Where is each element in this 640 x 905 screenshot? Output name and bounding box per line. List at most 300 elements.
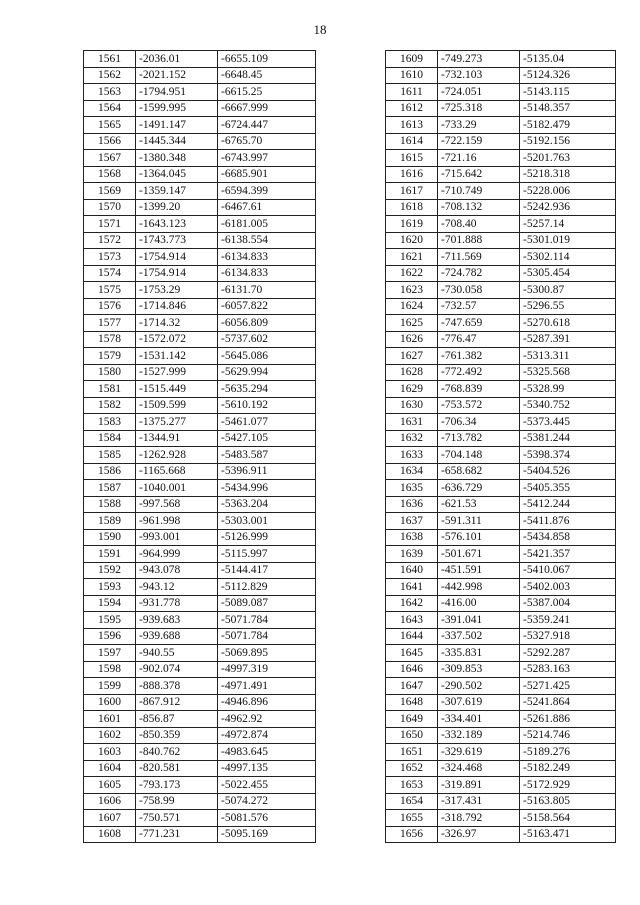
y-coordinate-cell: -5074.272 [218, 793, 316, 810]
table-row [386, 529, 616, 546]
y-coordinate-cell: -5427.105 [218, 430, 316, 447]
x-coordinate-cell: -856.87 [136, 711, 218, 728]
table-row [386, 216, 616, 233]
y-coordinate-cell: -5404.526 [520, 463, 616, 480]
y-coordinate-cell: -5241.864 [520, 694, 616, 711]
table-row [84, 760, 316, 777]
table-row [84, 331, 316, 348]
y-coordinate-cell: -6743.997 [218, 150, 316, 167]
x-coordinate-cell: -1359.147 [136, 183, 218, 200]
point-number-cell: 1575 [84, 282, 136, 299]
point-number-cell: 1651 [386, 744, 438, 761]
y-coordinate-cell: -5610.192 [218, 397, 316, 414]
point-number-cell: 1578 [84, 331, 136, 348]
x-coordinate-cell: -1754.914 [136, 265, 218, 282]
y-coordinate-cell: -5434.996 [218, 480, 316, 497]
y-coordinate-cell: -6685.901 [218, 166, 316, 183]
point-number-cell: 1579 [84, 348, 136, 365]
table-row [84, 562, 316, 579]
point-number-cell: 1563 [84, 84, 136, 101]
table-row [386, 265, 616, 282]
point-number-cell: 1618 [386, 199, 438, 216]
y-coordinate-cell: -6667.999 [218, 100, 316, 117]
point-number-cell: 1595 [84, 612, 136, 629]
x-coordinate-cell: -591.311 [438, 513, 520, 530]
x-coordinate-cell: -326.97 [438, 826, 520, 843]
point-number-cell: 1654 [386, 793, 438, 810]
x-coordinate-cell: -732.57 [438, 298, 520, 315]
y-coordinate-cell: -6765.70 [218, 133, 316, 150]
y-coordinate-cell: -5071.784 [218, 612, 316, 629]
table-row [386, 447, 616, 464]
table-row [84, 364, 316, 381]
point-number-cell: 1607 [84, 810, 136, 827]
table-row [84, 793, 316, 810]
y-coordinate-cell: -5461.077 [218, 414, 316, 431]
table-row [84, 232, 316, 249]
x-coordinate-cell: -902.074 [136, 661, 218, 678]
table-row [84, 645, 316, 662]
y-coordinate-cell: -5270.618 [520, 315, 616, 332]
table-row [386, 397, 616, 414]
y-coordinate-cell: -6648.45 [218, 67, 316, 84]
x-coordinate-cell: -931.778 [136, 595, 218, 612]
x-coordinate-cell: -1491.147 [136, 117, 218, 134]
point-number-cell: 1561 [84, 51, 136, 68]
point-number-cell: 1600 [84, 694, 136, 711]
y-coordinate-cell: -5305.454 [520, 265, 616, 282]
x-coordinate-cell: -943.12 [136, 579, 218, 596]
x-coordinate-cell: -1527.999 [136, 364, 218, 381]
point-number-cell: 1571 [84, 216, 136, 233]
y-coordinate-cell: -5182.479 [520, 117, 616, 134]
y-coordinate-cell: -5737.602 [218, 331, 316, 348]
y-coordinate-cell: -5303.001 [218, 513, 316, 530]
x-coordinate-cell: -1714.846 [136, 298, 218, 315]
point-number-cell: 1645 [386, 645, 438, 662]
point-number-cell: 1586 [84, 463, 136, 480]
table-row [84, 826, 316, 843]
point-number-cell: 1570 [84, 199, 136, 216]
x-coordinate-cell: -1364.045 [136, 166, 218, 183]
x-coordinate-cell: -1399.20 [136, 199, 218, 216]
point-number-cell: 1602 [84, 727, 136, 744]
page-number: 18 [313, 22, 327, 37]
x-coordinate-cell: -776.47 [438, 331, 520, 348]
x-coordinate-cell: -1754.914 [136, 249, 218, 266]
y-coordinate-cell: -5115.997 [218, 546, 316, 563]
x-coordinate-cell: -701.888 [438, 232, 520, 249]
x-coordinate-cell: -940.55 [136, 645, 218, 662]
y-coordinate-cell: -5363.204 [218, 496, 316, 513]
x-coordinate-cell: -706.34 [438, 414, 520, 431]
table-row [84, 199, 316, 216]
y-coordinate-cell: -5340.752 [520, 397, 616, 414]
y-coordinate-cell: -5095.169 [218, 826, 316, 843]
point-number-cell: 1588 [84, 496, 136, 513]
y-coordinate-cell: -5410.067 [520, 562, 616, 579]
x-coordinate-cell: -318.792 [438, 810, 520, 827]
y-coordinate-cell: -5257.14 [520, 216, 616, 233]
y-coordinate-cell: -5434.858 [520, 529, 616, 546]
point-number-cell: 1625 [386, 315, 438, 332]
x-coordinate-cell: -1262.928 [136, 447, 218, 464]
y-coordinate-cell: -5327.918 [520, 628, 616, 645]
table-row [84, 117, 316, 134]
y-coordinate-cell: -5214.746 [520, 727, 616, 744]
y-coordinate-cell: -6594.399 [218, 183, 316, 200]
point-number-cell: 1634 [386, 463, 438, 480]
table-row [386, 777, 616, 794]
x-coordinate-cell: -939.683 [136, 612, 218, 629]
table-row [386, 381, 616, 398]
y-coordinate-cell: -5148.357 [520, 100, 616, 117]
point-number-cell: 1650 [386, 727, 438, 744]
y-coordinate-cell: -5300.87 [520, 282, 616, 299]
y-coordinate-cell: -5398.374 [520, 447, 616, 464]
table-row [386, 678, 616, 695]
x-coordinate-cell: -335.831 [438, 645, 520, 662]
table-row [84, 744, 316, 761]
table-row [84, 315, 316, 332]
y-coordinate-cell: -5112.829 [218, 579, 316, 596]
point-number-cell: 1569 [84, 183, 136, 200]
x-coordinate-cell: -501.671 [438, 546, 520, 563]
table-row [386, 727, 616, 744]
y-coordinate-cell: -5218.318 [520, 166, 616, 183]
table-row [386, 546, 616, 563]
x-coordinate-cell: -290.502 [438, 678, 520, 695]
x-coordinate-cell: -888.378 [136, 678, 218, 695]
table-row [84, 265, 316, 282]
point-number-cell: 1611 [386, 84, 438, 101]
point-number-cell: 1640 [386, 562, 438, 579]
point-number-cell: 1574 [84, 265, 136, 282]
x-coordinate-cell: -1445.344 [136, 133, 218, 150]
y-coordinate-cell: -5189.276 [520, 744, 616, 761]
table-row [84, 694, 316, 711]
point-number-cell: 1568 [84, 166, 136, 183]
table-row [386, 480, 616, 497]
x-coordinate-cell: -1509.599 [136, 397, 218, 414]
x-coordinate-cell: -1515.449 [136, 381, 218, 398]
point-number-cell: 1565 [84, 117, 136, 134]
table-row [386, 562, 616, 579]
table-row [84, 447, 316, 464]
table-row [386, 463, 616, 480]
point-number-cell: 1603 [84, 744, 136, 761]
y-coordinate-cell: -5124.326 [520, 67, 616, 84]
table-row [386, 513, 616, 530]
y-coordinate-cell: -5421.357 [520, 546, 616, 563]
point-number-cell: 1621 [386, 249, 438, 266]
y-coordinate-cell: -6134.833 [218, 265, 316, 282]
table-row [84, 777, 316, 794]
y-coordinate-cell: -5172.929 [520, 777, 616, 794]
point-number-cell: 1626 [386, 331, 438, 348]
point-number-cell: 1633 [386, 447, 438, 464]
point-number-cell: 1612 [386, 100, 438, 117]
y-coordinate-cell: -5313.311 [520, 348, 616, 365]
table-row [84, 612, 316, 629]
point-number-cell: 1652 [386, 760, 438, 777]
table-row [84, 628, 316, 645]
x-coordinate-cell: -324.468 [438, 760, 520, 777]
point-number-cell: 1637 [386, 513, 438, 530]
point-number-cell: 1619 [386, 216, 438, 233]
table-row [84, 166, 316, 183]
y-coordinate-cell: -5182.249 [520, 760, 616, 777]
point-number-cell: 1572 [84, 232, 136, 249]
point-number-cell: 1597 [84, 645, 136, 662]
y-coordinate-cell: -6615.25 [218, 84, 316, 101]
table-row [84, 727, 316, 744]
table-row [84, 100, 316, 117]
y-coordinate-cell: -5296.55 [520, 298, 616, 315]
x-coordinate-cell: -1753.29 [136, 282, 218, 299]
x-coordinate-cell: -710.749 [438, 183, 520, 200]
x-coordinate-cell: -576.101 [438, 529, 520, 546]
table-row [386, 315, 616, 332]
x-coordinate-cell: -337.502 [438, 628, 520, 645]
point-number-cell: 1605 [84, 777, 136, 794]
table-row [386, 117, 616, 134]
point-number-cell: 1644 [386, 628, 438, 645]
point-number-cell: 1580 [84, 364, 136, 381]
point-number-cell: 1632 [386, 430, 438, 447]
x-coordinate-cell: -747.659 [438, 315, 520, 332]
x-coordinate-cell: -1165.668 [136, 463, 218, 480]
point-number-cell: 1641 [386, 579, 438, 596]
point-number-cell: 1622 [386, 265, 438, 282]
x-coordinate-cell: -391.041 [438, 612, 520, 629]
point-number-cell: 1649 [386, 711, 438, 728]
table-row [84, 414, 316, 431]
point-number-cell: 1631 [386, 414, 438, 431]
table-row [386, 430, 616, 447]
x-coordinate-cell: -317.431 [438, 793, 520, 810]
y-coordinate-cell: -5261.886 [520, 711, 616, 728]
point-number-cell: 1647 [386, 678, 438, 695]
y-coordinate-cell: -5081.576 [218, 810, 316, 827]
table-row [84, 397, 316, 414]
x-coordinate-cell: -713.782 [438, 430, 520, 447]
y-coordinate-cell: -6131.70 [218, 282, 316, 299]
x-coordinate-cell: -451.591 [438, 562, 520, 579]
x-coordinate-cell: -758.99 [136, 793, 218, 810]
point-number-cell: 1582 [84, 397, 136, 414]
y-coordinate-cell: -4983.645 [218, 744, 316, 761]
table-row [84, 282, 316, 299]
x-coordinate-cell: -1794.951 [136, 84, 218, 101]
table-row [84, 150, 316, 167]
x-coordinate-cell: -2021.152 [136, 67, 218, 84]
y-coordinate-cell: -4972.874 [218, 727, 316, 744]
table-row [386, 166, 616, 183]
point-number-cell: 1567 [84, 150, 136, 167]
point-number-cell: 1610 [386, 67, 438, 84]
y-coordinate-cell: -5089.087 [218, 595, 316, 612]
x-coordinate-cell: -1599.995 [136, 100, 218, 117]
table-row [84, 216, 316, 233]
table-row [84, 133, 316, 150]
table-row [386, 645, 616, 662]
y-coordinate-cell: -5163.805 [520, 793, 616, 810]
table-row [386, 595, 616, 612]
x-coordinate-cell: -416.00 [438, 595, 520, 612]
table-row [386, 793, 616, 810]
x-coordinate-cell: -332.189 [438, 727, 520, 744]
x-coordinate-cell: -307.619 [438, 694, 520, 711]
point-number-cell: 1608 [84, 826, 136, 843]
table-row [386, 661, 616, 678]
y-coordinate-cell: -5387.004 [520, 595, 616, 612]
y-coordinate-cell: -5645.086 [218, 348, 316, 365]
point-number-cell: 1628 [386, 364, 438, 381]
coordinate-table-left [83, 50, 316, 843]
point-number-cell: 1614 [386, 133, 438, 150]
point-number-cell: 1606 [84, 793, 136, 810]
point-number-cell: 1617 [386, 183, 438, 200]
point-number-cell: 1627 [386, 348, 438, 365]
x-coordinate-cell: -658.682 [438, 463, 520, 480]
y-coordinate-cell: -5192.156 [520, 133, 616, 150]
x-coordinate-cell: -722.159 [438, 133, 520, 150]
x-coordinate-cell: -724.782 [438, 265, 520, 282]
y-coordinate-cell: -5396.911 [218, 463, 316, 480]
y-coordinate-cell: -4997.135 [218, 760, 316, 777]
x-coordinate-cell: -943.078 [136, 562, 218, 579]
point-number-cell: 1648 [386, 694, 438, 711]
x-coordinate-cell: -771.231 [136, 826, 218, 843]
table-row [84, 579, 316, 596]
y-coordinate-cell: -5483.587 [218, 447, 316, 464]
table-row [84, 84, 316, 101]
x-coordinate-cell: -768.839 [438, 381, 520, 398]
y-coordinate-cell: -6138.554 [218, 232, 316, 249]
table-row [84, 430, 316, 447]
table-row [386, 100, 616, 117]
y-coordinate-cell: -5412.244 [520, 496, 616, 513]
point-number-cell: 1577 [84, 315, 136, 332]
point-number-cell: 1591 [84, 546, 136, 563]
point-number-cell: 1585 [84, 447, 136, 464]
y-coordinate-cell: -5242.936 [520, 199, 616, 216]
table-row [386, 612, 616, 629]
point-number-cell: 1613 [386, 117, 438, 134]
y-coordinate-cell: -5402.003 [520, 579, 616, 596]
y-coordinate-cell: -5071.784 [218, 628, 316, 645]
x-coordinate-cell: -711.569 [438, 249, 520, 266]
y-coordinate-cell: -5135.04 [520, 51, 616, 68]
x-coordinate-cell: -993.001 [136, 529, 218, 546]
table-row [386, 579, 616, 596]
y-coordinate-cell: -5635.294 [218, 381, 316, 398]
y-coordinate-cell: -5301.019 [520, 232, 616, 249]
table-row [386, 232, 616, 249]
point-number-cell: 1564 [84, 100, 136, 117]
x-coordinate-cell: -772.492 [438, 364, 520, 381]
table-row [386, 348, 616, 365]
point-number-cell: 1576 [84, 298, 136, 315]
point-number-cell: 1593 [84, 579, 136, 596]
x-coordinate-cell: -840.762 [136, 744, 218, 761]
x-coordinate-cell: -793.173 [136, 777, 218, 794]
y-coordinate-cell: -5405.355 [520, 480, 616, 497]
point-number-cell: 1630 [386, 397, 438, 414]
x-coordinate-cell: -621.53 [438, 496, 520, 513]
y-coordinate-cell: -5302.114 [520, 249, 616, 266]
table-row [386, 744, 616, 761]
y-coordinate-cell: -5328.99 [520, 381, 616, 398]
y-coordinate-cell: -4946.896 [218, 694, 316, 711]
table-row [386, 826, 616, 843]
table-row [84, 661, 316, 678]
x-coordinate-cell: -329.619 [438, 744, 520, 761]
x-coordinate-cell: -1040.001 [136, 480, 218, 497]
x-coordinate-cell: -1643.123 [136, 216, 218, 233]
y-coordinate-cell: -5163.471 [520, 826, 616, 843]
x-coordinate-cell: -708.40 [438, 216, 520, 233]
table-row [386, 67, 616, 84]
x-coordinate-cell: -1743.773 [136, 232, 218, 249]
table-row [84, 480, 316, 497]
y-coordinate-cell: -5381.244 [520, 430, 616, 447]
x-coordinate-cell: -733.29 [438, 117, 520, 134]
point-number-cell: 1638 [386, 529, 438, 546]
x-coordinate-cell: -820.581 [136, 760, 218, 777]
x-coordinate-cell: -750.571 [136, 810, 218, 827]
table-row [386, 133, 616, 150]
x-coordinate-cell: -1380.348 [136, 150, 218, 167]
x-coordinate-cell: -753.572 [438, 397, 520, 414]
table-row [84, 67, 316, 84]
y-coordinate-cell: -5144.417 [218, 562, 316, 579]
point-number-cell: 1601 [84, 711, 136, 728]
point-number-cell: 1616 [386, 166, 438, 183]
x-coordinate-cell: -636.729 [438, 480, 520, 497]
x-coordinate-cell: -334.401 [438, 711, 520, 728]
table-row [386, 711, 616, 728]
table-row [84, 496, 316, 513]
point-number-cell: 1623 [386, 282, 438, 299]
y-coordinate-cell: -5022.455 [218, 777, 316, 794]
y-coordinate-cell: -5283.163 [520, 661, 616, 678]
y-coordinate-cell: -5158.564 [520, 810, 616, 827]
x-coordinate-cell: -1344.91 [136, 430, 218, 447]
point-number-cell: 1573 [84, 249, 136, 266]
point-number-cell: 1587 [84, 480, 136, 497]
y-coordinate-cell: -6134.833 [218, 249, 316, 266]
table-row [84, 348, 316, 365]
x-coordinate-cell: -442.998 [438, 579, 520, 596]
y-coordinate-cell: -5373.445 [520, 414, 616, 431]
point-number-cell: 1590 [84, 529, 136, 546]
x-coordinate-cell: -1531.142 [136, 348, 218, 365]
point-number-cell: 1620 [386, 232, 438, 249]
table-row [84, 529, 316, 546]
point-number-cell: 1629 [386, 381, 438, 398]
point-number-cell: 1584 [84, 430, 136, 447]
table-row [386, 331, 616, 348]
table-row [84, 381, 316, 398]
point-number-cell: 1609 [386, 51, 438, 68]
x-coordinate-cell: -867.912 [136, 694, 218, 711]
table-row [386, 760, 616, 777]
y-coordinate-cell: -4997.319 [218, 661, 316, 678]
y-coordinate-cell: -5629.994 [218, 364, 316, 381]
point-number-cell: 1656 [386, 826, 438, 843]
